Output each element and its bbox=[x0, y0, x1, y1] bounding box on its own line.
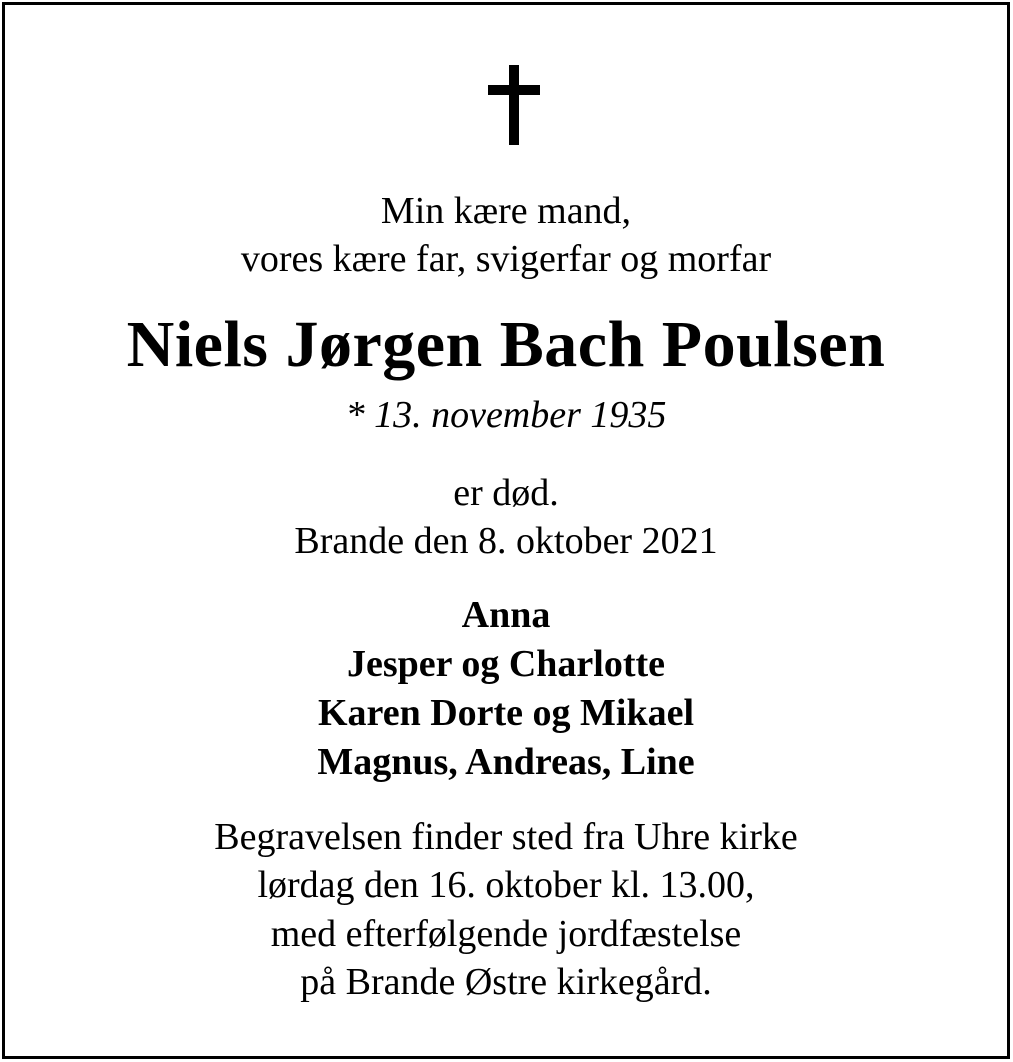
death-line-2: Brande den 8. oktober 2021 bbox=[294, 520, 718, 562]
intro-line-1: Min kære mand, bbox=[380, 190, 632, 232]
cross-vertical-bar bbox=[509, 65, 519, 145]
intro-line-2: vores kære far, svigerfar og morfar bbox=[240, 238, 772, 280]
cross-horizontal-bar bbox=[488, 85, 540, 95]
funeral-line-4: på Brande Østre kirkegård. bbox=[300, 961, 712, 1003]
birth-date: * 13. november 1935 bbox=[345, 394, 667, 436]
obituary-content bbox=[5, 5, 1007, 1056]
family-line-3: Karen Dorte og Mikael bbox=[317, 692, 695, 734]
family-line-1: Anna bbox=[461, 594, 551, 636]
deceased-name: Niels Jørgen Bach Poulsen bbox=[126, 308, 886, 381]
cross-icon bbox=[488, 65, 540, 145]
family-line-4: Magnus, Andreas, Line bbox=[317, 741, 695, 783]
funeral-line-2: lørdag den 16. oktober kl. 13.00, bbox=[257, 864, 755, 906]
family-line-2: Jesper og Charlotte bbox=[346, 643, 665, 685]
obituary-frame bbox=[2, 2, 1010, 1059]
death-line-1: er død. bbox=[453, 472, 559, 514]
funeral-line-1: Begravelsen finder sted fra Uhre kirke bbox=[214, 816, 798, 858]
funeral-line-3: med efterfølgende jordfæstelse bbox=[270, 913, 742, 955]
